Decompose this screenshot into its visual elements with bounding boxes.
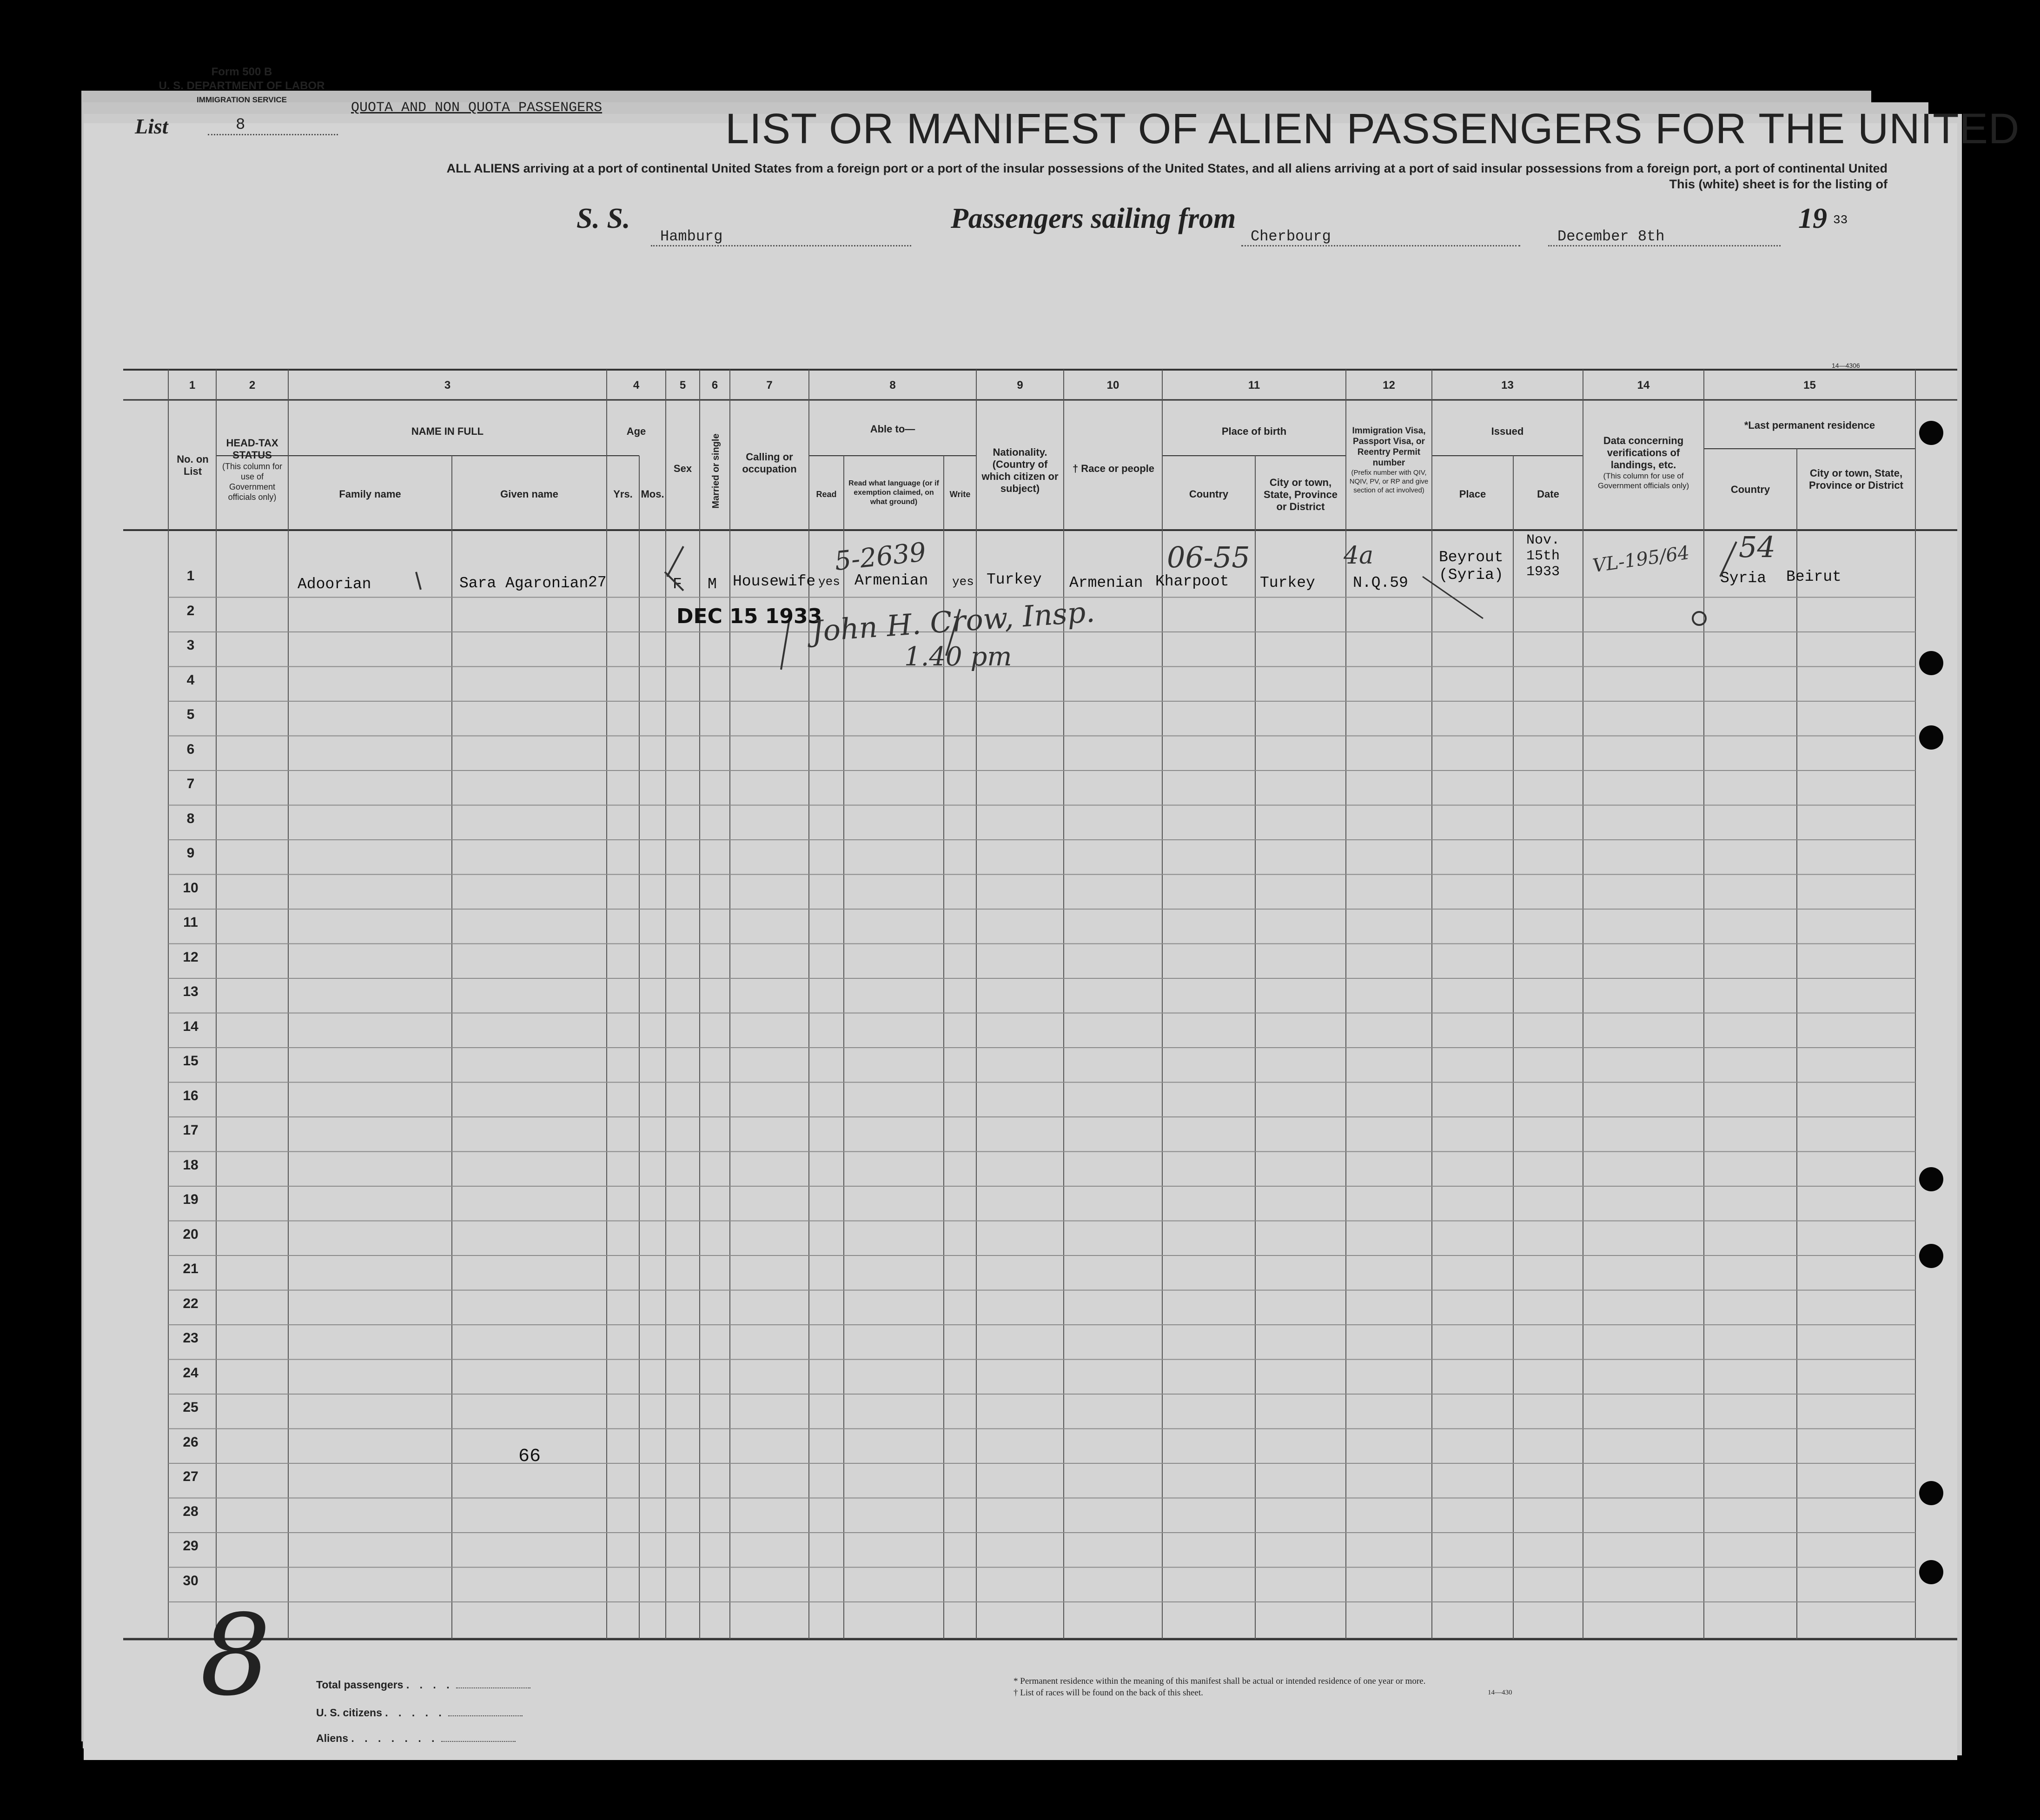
header-sex: Sex bbox=[673, 463, 692, 474]
header-name-in-full: NAME IN FULL bbox=[411, 425, 484, 437]
col-number-8: 8 bbox=[889, 379, 896, 392]
issued-date-month: Nov. bbox=[1526, 532, 1560, 548]
col-number-9: 9 bbox=[1017, 379, 1023, 392]
year-suffix: 33 bbox=[1833, 213, 1848, 227]
row-number: 10 bbox=[183, 880, 199, 896]
manifest-title: LIST OR MANIFEST OF ALIEN PASSENGERS FOR THE UNITED bbox=[725, 105, 2020, 153]
header-issued-place: Place bbox=[1459, 488, 1486, 500]
row-number: 27 bbox=[183, 1469, 199, 1484]
col-number-5: 5 bbox=[679, 379, 686, 392]
col-number-4: 4 bbox=[633, 379, 640, 392]
passenger-issued-place: Beyrout (Syria) bbox=[1439, 549, 1504, 584]
service-name: IMMIGRATION SERVICE bbox=[197, 95, 287, 104]
header-calling: Calling or occupation bbox=[742, 451, 797, 475]
header-age: Age bbox=[626, 425, 646, 437]
row-number: 16 bbox=[183, 1088, 199, 1103]
visa-note: (Prefix number with QIV, NQIV, PV, or RP and give section of act involved) bbox=[1349, 469, 1429, 494]
row-number: 9 bbox=[186, 845, 195, 861]
col-number-3: 3 bbox=[444, 379, 451, 392]
row-number: 8 bbox=[186, 810, 195, 826]
col-number-6: 6 bbox=[711, 379, 718, 392]
row-number: 6 bbox=[186, 741, 195, 757]
ship-name: Hamburg bbox=[651, 228, 911, 246]
row-number: 22 bbox=[183, 1295, 199, 1311]
col-number-12: 12 bbox=[1383, 379, 1395, 392]
signature-amount: 1.40 pm bbox=[904, 642, 1012, 672]
row-number: 26 bbox=[183, 1434, 199, 1450]
inspector-signature: John H. Crow, Insp. bbox=[810, 594, 1096, 649]
margin-mark: 8 bbox=[200, 1590, 271, 1720]
departure-date: December 8th bbox=[1548, 228, 1781, 246]
row-number: 17 bbox=[183, 1123, 199, 1138]
col-number-1: 1 bbox=[189, 379, 196, 392]
passenger-age-years: 27 bbox=[588, 574, 607, 591]
header-birth-country: Country bbox=[1189, 488, 1229, 500]
handwritten-visa-mark: 4a bbox=[1344, 542, 1374, 570]
header-write: Write bbox=[949, 490, 971, 499]
row-number: 18 bbox=[183, 1157, 199, 1173]
us-citizens-label: U. S. citizens bbox=[316, 1707, 382, 1719]
list-label: List bbox=[135, 114, 168, 138]
footnote-races: † List of races will be found on the back of this sheet. bbox=[1013, 1688, 1203, 1698]
passenger-birth-city: Kharpoot bbox=[1155, 573, 1229, 590]
visa-title: Immigration Visa, Passport Visa, or Reentry Permit number bbox=[1352, 426, 1426, 468]
list-number: 8 bbox=[208, 116, 338, 135]
footer-aliens: Aliens . . . . . . . bbox=[316, 1732, 516, 1745]
passenger-write: yes bbox=[952, 575, 974, 589]
passenger-nationality: Turkey bbox=[987, 571, 1042, 588]
footer-total-passengers: Total passengers . . . . bbox=[316, 1679, 530, 1691]
footer-us-citizens: U. S. citizens . . . . . bbox=[316, 1707, 523, 1719]
department-name: U. S. DEPARTMENT OF LABOR bbox=[159, 80, 325, 92]
footer-code: 14—430 bbox=[1488, 1689, 1512, 1696]
row-number: 28 bbox=[183, 1503, 199, 1519]
header-married: Married or single bbox=[711, 433, 721, 509]
row-number: 5 bbox=[186, 707, 195, 722]
col-number-14: 14 bbox=[1637, 379, 1650, 392]
row-number: 15 bbox=[183, 1053, 199, 1069]
row-number: 23 bbox=[183, 1330, 199, 1346]
page-mark: 66 bbox=[518, 1446, 541, 1467]
header-race: † Race or people bbox=[1072, 463, 1155, 474]
row-number: 11 bbox=[183, 915, 198, 930]
col-number-13: 13 bbox=[1501, 379, 1514, 392]
passenger-birth-country: Turkey bbox=[1260, 574, 1315, 591]
row-number: 7 bbox=[186, 776, 195, 791]
year-prefix: 19 bbox=[1798, 203, 1827, 234]
header-place-of-birth: Place of birth bbox=[1221, 425, 1287, 437]
header-issued: Issued bbox=[1491, 425, 1524, 437]
date-stamp: DEC 15 1933 bbox=[676, 604, 822, 628]
form-number: Form 500 B bbox=[211, 66, 272, 78]
row-number: 12 bbox=[183, 949, 199, 965]
row-number: 2 bbox=[186, 603, 195, 618]
form-code: 14—4306 bbox=[1832, 362, 1860, 369]
quota-label: QUOTA AND NON QUOTA PASSENGERS bbox=[351, 100, 603, 116]
passenger-language: Armenian bbox=[854, 572, 928, 589]
passenger-occupation: Housewife bbox=[733, 573, 816, 590]
header-no-on-list: No. on List bbox=[177, 453, 209, 477]
header-read: Read bbox=[816, 490, 837, 499]
header-given-name: Given name bbox=[500, 488, 558, 500]
row-number: 1 bbox=[186, 568, 195, 584]
footnote-residence: * Permanent residence within the meaning of this manifest shall be actual or intended residence of one year or more. bbox=[1013, 1676, 1426, 1686]
passenger-race: Armenian bbox=[1069, 574, 1143, 591]
col-number-15: 15 bbox=[1803, 379, 1816, 392]
row-number: 14 bbox=[183, 1018, 199, 1034]
row-number: 21 bbox=[183, 1261, 199, 1276]
row-number: 25 bbox=[183, 1400, 199, 1415]
landings-title: Data concerning verifications of landings, etc. bbox=[1603, 435, 1684, 471]
handwritten-landing-note: VL-195/64 bbox=[1591, 542, 1691, 577]
header-issued-date: Date bbox=[1537, 488, 1559, 500]
passenger-sex: F bbox=[673, 576, 682, 593]
head-tax-title: HEAD-TAX STATUS bbox=[226, 437, 278, 461]
header-res-country: Country bbox=[1730, 484, 1770, 495]
passenger-res-country: Syria bbox=[1720, 570, 1767, 587]
passenger-res-city: Beirut bbox=[1786, 568, 1841, 585]
issued-date-day: 15th bbox=[1526, 548, 1560, 564]
ss-label: S. S. bbox=[576, 203, 630, 234]
subtitle-line-2: This (white) sheet is for the listing of bbox=[1669, 177, 1888, 191]
sailing-label: Passengers sailing from bbox=[951, 203, 1236, 234]
row-number: 19 bbox=[183, 1192, 199, 1207]
passenger-family-name: Adoorian bbox=[298, 576, 371, 593]
departure-port: Cherbourg bbox=[1241, 228, 1520, 246]
header-birth-city: City or town, State, Province or District bbox=[1264, 477, 1338, 512]
row-number: 13 bbox=[183, 984, 199, 999]
passenger-married: M bbox=[708, 576, 717, 593]
header-family-name: Family name bbox=[339, 488, 401, 500]
row-number: 29 bbox=[183, 1538, 199, 1554]
handwritten-birth-code: 06-55 bbox=[1167, 540, 1250, 574]
header-last-residence: *Last permanent residence bbox=[1744, 419, 1875, 431]
header-res-city: City or town, State, Province or District bbox=[1809, 467, 1903, 491]
landings-note: (This column for use of Government officials only) bbox=[1597, 472, 1689, 490]
col-number-2: 2 bbox=[249, 379, 256, 392]
passenger-visa: N.Q.59 bbox=[1353, 574, 1408, 591]
aliens-label: Aliens bbox=[316, 1732, 349, 1744]
col-number-11: 11 bbox=[1248, 379, 1260, 392]
row-number: 30 bbox=[183, 1573, 199, 1588]
total-passengers-label: Total passengers bbox=[316, 1679, 404, 1691]
head-tax-note: (This column for use of Government officials only) bbox=[222, 462, 283, 502]
row-number: 24 bbox=[183, 1365, 199, 1381]
header-able-to: Able to— bbox=[870, 423, 915, 435]
header-yrs: Yrs. bbox=[613, 488, 633, 500]
row-number: 4 bbox=[186, 672, 195, 688]
subtitle-line-1: ALL ALIENS arriving at a port of continental United States from a foreign port or a port of the insular possessions of the United States, and all aliens arriving at a port of said insular possessions from a foreign port, a port of continental United bbox=[446, 161, 1888, 175]
col-number-7: 7 bbox=[766, 379, 773, 392]
row-number: 3 bbox=[186, 638, 195, 653]
col-number-10: 10 bbox=[1106, 379, 1119, 392]
handwritten-residence-mark: 54 bbox=[1739, 530, 1775, 564]
header-mos: Mos. bbox=[641, 488, 664, 500]
header-read-what: Read what language (or if exemption claimed, on what ground) bbox=[848, 479, 939, 506]
passenger-given-name: Sara Agaronian bbox=[459, 575, 589, 592]
row-number: 20 bbox=[183, 1226, 199, 1242]
handwritten-ref-number: 5-2639 bbox=[833, 537, 927, 577]
passenger-read: yes bbox=[818, 575, 840, 589]
issued-date-year: 1933 bbox=[1526, 564, 1560, 580]
header-nationality: Nationality. (Country of which citizen or subject) bbox=[981, 446, 1059, 494]
